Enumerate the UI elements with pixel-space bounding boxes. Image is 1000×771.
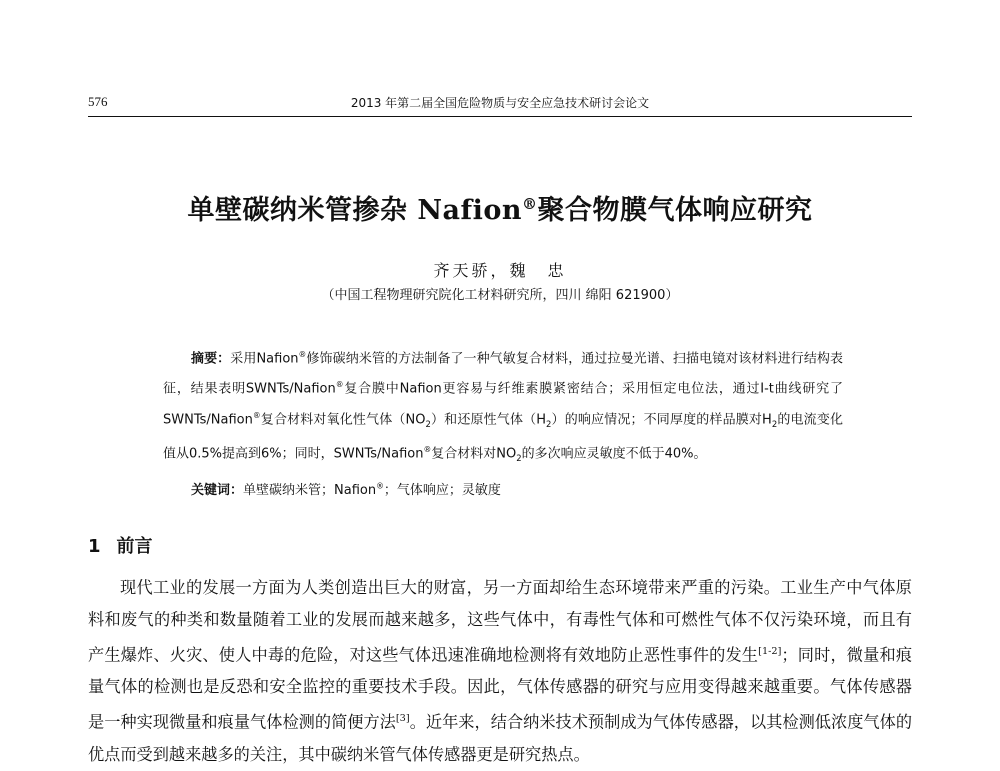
registered-mark: ® bbox=[522, 195, 538, 213]
keywords-text: ；气体响应；灵敏度 bbox=[383, 483, 501, 498]
abstract-text: 复合膜中Nafion更容易与纤维素膜紧密结合；采用恒定电位法，通过I-t曲线研究了SWNTs/Nafion bbox=[163, 381, 843, 427]
affiliation: （中国工程物理研究院化工材料研究所，四川 绵阳 621900） bbox=[321, 288, 679, 303]
abstract-text: 复合材料对氧化性气体（NO bbox=[260, 411, 426, 427]
authors: 齐天骄，魏 忠 bbox=[433, 261, 567, 280]
keywords-label: 关键词： bbox=[191, 483, 244, 498]
abstract-sub: 2 bbox=[546, 418, 552, 429]
abstract-sup: ® bbox=[298, 350, 307, 359]
section-heading bbox=[88, 532, 153, 558]
abstract-text: ）和还原性气体（H bbox=[430, 411, 547, 427]
abstract-sup: ® bbox=[335, 380, 344, 390]
body-text: 现代工业的发展一方面为人类创造出巨大的财富，另一方面却给生态环境带来严重的污染。工业生产中气体原料和废气的种类和数量随着工业的发展而越来越多，这些气体中，有毒性气体和可燃性气体不仅污染环境，而且有产生爆炸、火灾、使人中毒的危险，对这些气体迅速准确地检测将有效地防止恶性事件的发生 bbox=[88, 578, 912, 665]
page-number: 576 bbox=[88, 94, 108, 109]
section-title: 前言 bbox=[116, 536, 153, 557]
abstract-text: 复合材料对NO bbox=[431, 445, 517, 461]
abstract-sub: 2 bbox=[516, 452, 522, 463]
header-rule bbox=[88, 116, 912, 117]
abstract-sub: 2 bbox=[771, 418, 778, 429]
abstract-label: 摘要： bbox=[191, 351, 231, 367]
body-text: 。近年来，结合纳米技术预制成为气体传感器，以其检测低浓度气体的优点而受到越来越多的关注，其中碳纳米管气体传感器更是研究热点。 bbox=[88, 712, 913, 764]
abstract-sup: ® bbox=[423, 444, 432, 454]
keywords-sup: ® bbox=[376, 481, 384, 491]
abstract-text: 采用Nafion bbox=[230, 351, 299, 367]
page-header bbox=[88, 92, 912, 114]
citation: [3] bbox=[395, 713, 410, 725]
paper-title bbox=[88, 188, 912, 227]
keywords bbox=[191, 479, 841, 498]
title-pre: 单壁碳纳米管掺杂 Nafion bbox=[187, 195, 523, 226]
running-title: 2013 年第二届全国危险物质与安全应急技术研讨会论文 bbox=[350, 96, 650, 110]
abstract-text: 的电流变化值从0.5%提高到6%；同时，SWNTs/Nafion bbox=[163, 411, 843, 461]
abstract-sup: ® bbox=[252, 410, 261, 420]
abstract-text: 修饰碳纳米管的方法制备了一种气敏复合材料，通过拉曼光谱、扫描电镜对该材料进行结构表征，结果表明SWNTs/Nafion bbox=[163, 351, 843, 397]
abstract-sub: 2 bbox=[425, 418, 431, 429]
section-number: 1 bbox=[88, 536, 101, 557]
body-paragraph bbox=[88, 572, 912, 771]
abstract-text: ）的响应情况；不同厚度的样品膜对H bbox=[551, 411, 772, 427]
citation: [1-2] bbox=[758, 646, 782, 657]
keywords-text: 单壁碳纳米管；Nafion bbox=[243, 483, 377, 498]
abstract-text: 的多次响应灵敏度不低于40%。 bbox=[521, 445, 707, 461]
abstract bbox=[163, 342, 843, 471]
body-text: ；同时，微量和痕量气体的检测也是反恐和安全监控的重要技术手段。因此，气体传感器的研究与应用变得越来越重要。气体传感器是一种实现微量和痕量气体检测的简便方法 bbox=[88, 645, 913, 732]
title-post: 聚合物膜气体响应研究 bbox=[537, 195, 813, 226]
